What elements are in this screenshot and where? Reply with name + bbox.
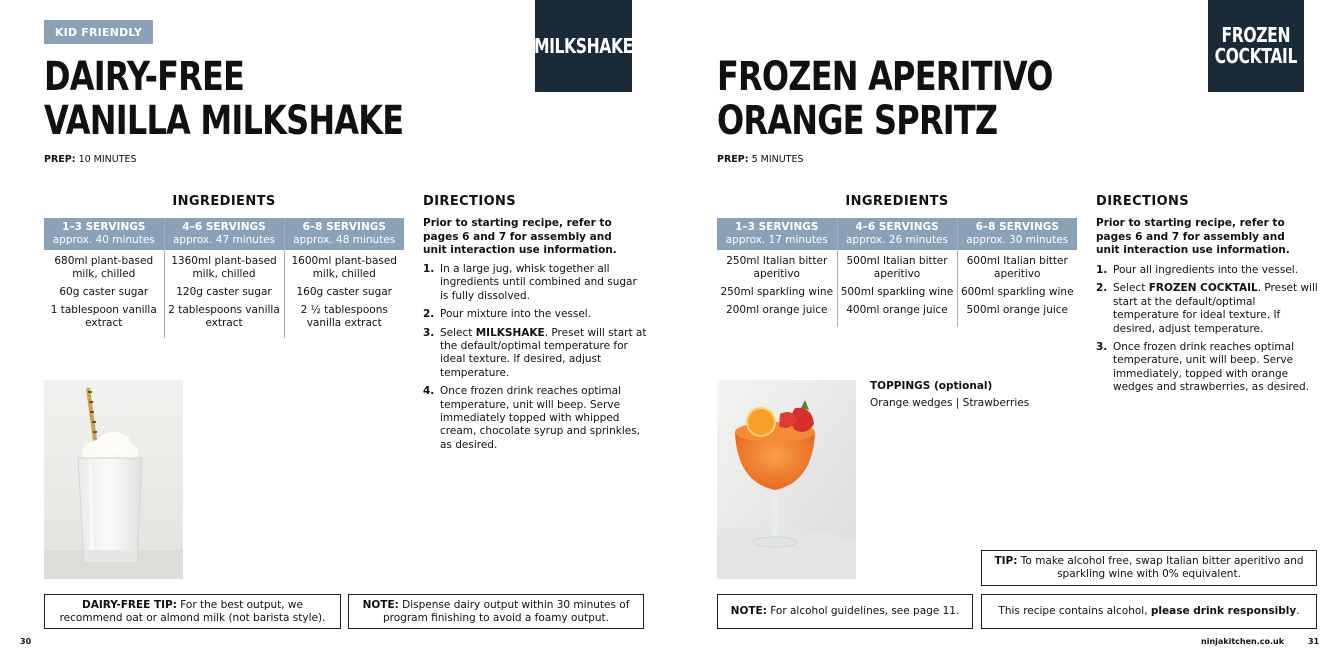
tip-text: For the best output, we recommend oat or almond milk (not barista style).: [59, 598, 326, 624]
time-label: approx. 40 minutes: [52, 234, 155, 246]
note-text: Dispense dairy output within 30 minutes of program finishing to avoid a foamy output.: [383, 598, 630, 624]
toppings-text: Orange wedges | Strawberries: [870, 397, 1030, 409]
tab-label: COCKTAIL: [1214, 44, 1298, 68]
direction-step: [423, 327, 648, 381]
direction-step: [1096, 341, 1321, 395]
tip-label: TIP:: [994, 555, 1018, 567]
right-title-line: FROZEN APERITIVO: [717, 54, 1053, 100]
direction-step: [423, 385, 648, 452]
prep-label: PREP:: [44, 154, 76, 165]
time-label: approx. 48 minutes: [293, 234, 396, 246]
servings-column-header: [957, 218, 1077, 250]
time-label: approx. 17 minutes: [725, 234, 828, 246]
table-cell: 600ml sparkling wine: [957, 284, 1077, 302]
left-directions-intro: Prior to starting recipe, refer to pages 6 and 7 for assembly and unit interaction use information.: [423, 217, 617, 256]
table-cell: 1 tablespoon vanilla extract: [50, 304, 157, 329]
step-text: Once frozen drink reaches optimal temperature, unit will beep. Serve immediately, topped with orange wedges and strawberries, as desired.: [1113, 341, 1310, 394]
servings-label: 1–3 SERVINGS: [735, 221, 819, 233]
servings-column-header: [164, 218, 284, 250]
servings-label: 4–6 SERVINGS: [855, 221, 939, 233]
alcohol-text: This recipe contains alcohol,: [998, 605, 1151, 617]
servings-column-header: [717, 218, 837, 250]
time-label: approx. 47 minutes: [172, 234, 276, 246]
step-text: Select FROZEN COCKTAIL. Preset will start at the default/optimal temperature for ideal texture. If desired, adjust temperature.: [1113, 282, 1318, 335]
table-cell: 250ml sparkling wine: [720, 286, 834, 298]
table-cell: 600ml Italian bitter aperitivo: [957, 250, 1077, 284]
table-row: [717, 284, 1077, 302]
alcohol-warning: please drink responsibly: [1150, 605, 1297, 617]
page-number-left: 30: [20, 637, 32, 646]
prep-value: 5 MINUTES: [751, 154, 804, 165]
direction-step: [423, 263, 648, 303]
table-cell: 500ml sparkling wine: [837, 284, 957, 302]
category-tab-frozen-cocktail: [1208, 0, 1304, 92]
left-title-line: DAIRY-FREE: [44, 54, 245, 100]
servings-column-header: [837, 218, 957, 250]
category-tab-milkshake: [535, 0, 632, 92]
step-text: Once frozen drink reaches optimal temperature, unit will beep. Serve immediately topped with whipped cream, chocolate syrup and sprinkles, as desired.: [440, 385, 641, 451]
direction-step: [1096, 264, 1321, 277]
orange-spritz-photo: [717, 380, 856, 579]
table-cell: 2 tablespoons vanilla extract: [164, 302, 284, 338]
table-cell: 250ml Italian bitter aperitivo: [726, 255, 828, 280]
left-prep-time: [44, 154, 137, 165]
right-recipe-title: [717, 55, 1053, 143]
table-row: [717, 302, 1077, 327]
direction-step: [423, 308, 648, 321]
toppings-heading: TOPPINGS (optional): [870, 380, 993, 392]
step-number: 2.: [423, 308, 435, 321]
servings-column-header: [44, 218, 164, 250]
table-cell: 500ml orange juice: [957, 302, 1077, 327]
table-cell: 500ml Italian bitter aperitivo: [837, 250, 957, 284]
tab-label: MILKSHAKE: [534, 33, 633, 58]
page-number-right: 31: [1308, 637, 1320, 646]
servings-label: 4–6 SERVINGS: [182, 221, 266, 233]
table-row: [44, 250, 404, 284]
step-number: 1.: [423, 263, 435, 275]
left-ingredients-table: [44, 218, 404, 338]
servings-label: 1–3 SERVINGS: [62, 221, 146, 233]
note-label: NOTE:: [730, 605, 767, 617]
left-ingredients-heading: INGREDIENTS: [172, 194, 276, 209]
tab-label: FROZEN: [1221, 23, 1291, 47]
milkshake-photo: [44, 380, 183, 579]
direction-step: [1096, 282, 1321, 336]
tip-label: DAIRY-FREE TIP:: [82, 598, 177, 611]
step-text: Pour mixture into the vessel.: [440, 308, 592, 321]
step-number: 3.: [1096, 341, 1108, 354]
dairy-free-tip-box: [44, 594, 341, 629]
right-directions-intro: Prior to starting recipe, refer to pages 6 and 7 for assembly and unit interaction use information.: [1096, 217, 1290, 256]
table-cell: 200ml orange juice: [725, 304, 828, 316]
step-number: 3.: [423, 326, 435, 339]
time-label: approx. 26 minutes: [845, 234, 949, 246]
right-note-box: [717, 594, 973, 629]
right-directions-heading: DIRECTIONS: [1096, 194, 1190, 209]
left-title-line: VANILLA MILKSHAKE: [44, 98, 404, 144]
table-cell: 160g caster sugar: [284, 284, 404, 302]
left-note-box: [348, 594, 644, 629]
right-title-line: ORANGE SPRITZ: [717, 98, 998, 144]
left-directions-heading: DIRECTIONS: [423, 194, 517, 209]
left-recipe-title: [44, 55, 403, 143]
kid-friendly-badge: KID FRIENDLY: [44, 20, 153, 44]
right-ingredients-heading: INGREDIENTS: [845, 194, 949, 209]
alcohol-text-end: .: [1296, 605, 1300, 617]
left-directions-steps: [423, 263, 648, 457]
table-cell: 120g caster sugar: [164, 284, 284, 302]
servings-column-header: [284, 218, 404, 250]
table-cell: 400ml orange juice: [837, 302, 957, 327]
website-link[interactable]: ninjakitchen.co.uk: [1201, 637, 1285, 646]
right-directions-steps: [1096, 264, 1321, 400]
toppings-section: [870, 380, 1070, 410]
alcohol-free-tip-box: [981, 550, 1317, 586]
step-text: In a large jug, whisk together all ingredients until combined and sugar is fully dissolved.: [440, 263, 637, 302]
step-text: Select MILKSHAKE. Preset will start at the default/optimal temperature for ideal texture. If desired, adjust temperature.: [440, 326, 647, 379]
table-cell: 1600ml plant-based milk, chilled: [284, 250, 404, 284]
time-label: approx. 30 minutes: [966, 234, 1069, 246]
drink-responsibly-box: [981, 594, 1317, 629]
step-number: 2.: [1096, 282, 1108, 295]
step-number: 4.: [423, 385, 435, 398]
table-row: [44, 284, 404, 302]
right-ingredients-table: [717, 218, 1077, 327]
step-text: Pour all ingredients into the vessel.: [1113, 264, 1299, 276]
note-text: For alcohol guidelines, see page 11.: [770, 605, 960, 617]
note-label: NOTE:: [362, 598, 399, 611]
servings-label: 6–8 SERVINGS: [975, 221, 1059, 233]
table-row: [44, 302, 404, 338]
prep-label: PREP:: [717, 154, 749, 165]
prep-value: 10 MINUTES: [78, 154, 137, 165]
right-prep-time: [717, 154, 804, 165]
table-cell: 2 ½ tablespoons vanilla extract: [284, 302, 404, 338]
tip-text: To make alcohol free, swap Italian bitter aperitivo and sparkling wine with 0% equivalent.: [1020, 555, 1304, 580]
servings-label: 6–8 SERVINGS: [302, 221, 386, 233]
table-cell: 60g caster sugar: [59, 286, 149, 298]
table-cell: 680ml plant-based milk, chilled: [54, 255, 154, 280]
table-row: [717, 250, 1077, 284]
step-number: 1.: [1096, 264, 1108, 276]
table-cell: 1360ml plant-based milk, chilled: [164, 250, 284, 284]
